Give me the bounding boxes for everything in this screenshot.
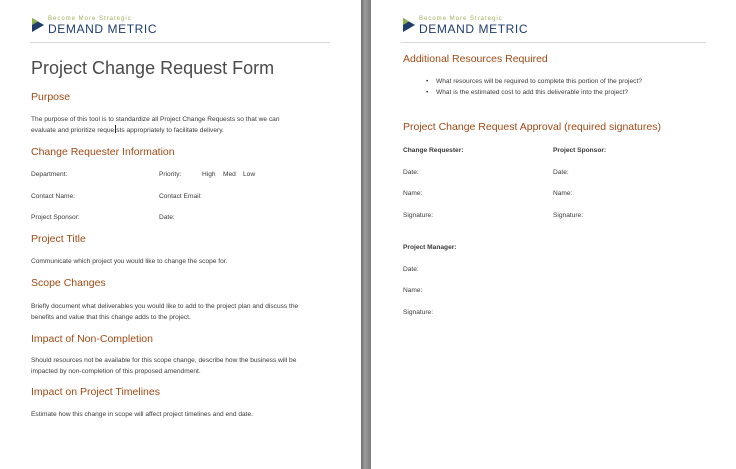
non-completion-line-2: impacted by non-completion of this proposed amendment. (31, 368, 201, 375)
priority-low-option[interactable]: Low (243, 171, 256, 178)
logo-mark-icon (403, 18, 415, 32)
brand-tagline: Become More Strategic (48, 16, 132, 22)
project-manager-label: Project Manager: (403, 244, 457, 251)
right-page (371, 0, 736, 469)
purpose-heading: Purpose (31, 91, 71, 103)
scope-changes-line-1: Briefly document what deliverables you would like to add to the project plan and discuss the (31, 303, 299, 310)
header-divider (401, 42, 706, 43)
brand-name: DEMAND METRIC (419, 22, 529, 36)
manager-signature-label: Signature: (403, 309, 434, 316)
scope-changes-line-2: benefits and value that this change adds to the project. (31, 314, 191, 321)
approval-heading: Project Change Request Approval (required signatures) (403, 121, 661, 133)
manager-date-label: Date: (403, 266, 419, 273)
manager-name-label: Name: (403, 287, 423, 294)
contact-name-label: Contact Name: (31, 193, 75, 200)
priority-high-option[interactable]: High (202, 171, 216, 178)
purpose-line-2a: evaluate and prioritize reque (31, 127, 115, 134)
sponsor-name-label: Name: (553, 190, 573, 197)
project-sponsor-label: Project Sponsor: (553, 147, 607, 154)
requester-name-label: Name: (403, 190, 423, 197)
logo-mark-icon (32, 18, 44, 32)
sponsor-signature-label: Signature: (553, 212, 584, 219)
priority-med-option[interactable]: Med (223, 171, 236, 178)
date-label: Date: (159, 214, 175, 221)
purpose-line-2 (31, 125, 224, 136)
sponsor-date-label: Date: (553, 169, 569, 176)
project-sponsor-label: Project Sponsor: (31, 214, 80, 221)
list-item: • What resources will be required to complete this portion of the project? (426, 76, 642, 87)
page-gutter (361, 0, 371, 469)
contact-email-label: Contact Email: (159, 193, 202, 200)
requester-date-label: Date: (403, 169, 419, 176)
timelines-heading: Impact on Project Timelines (31, 386, 160, 398)
priority-label: Priority: (159, 171, 182, 178)
purpose-line-2b: sts appropriately to facilitate delivery. (116, 127, 224, 134)
resources-heading: Additional Resources Required (403, 53, 548, 65)
timelines-text: Estimate how this change in scope will affect project timelines and end date. (31, 411, 253, 418)
resources-list (426, 76, 642, 98)
brand-name: DEMAND METRIC (48, 22, 158, 36)
list-item: • What is the estimated cost to add this deliverable into the project? (426, 87, 642, 98)
demand-metric-logo (32, 16, 157, 36)
project-title-text: Communicate which project you would like to change the scope for. (31, 258, 228, 265)
brand-tagline: Become More Strategic (419, 16, 503, 22)
non-completion-heading: Impact of Non-Completion (31, 333, 153, 345)
requester-heading: Change Requester Information (31, 146, 175, 158)
department-label: Department: (31, 171, 68, 178)
page-title: Project Change Request Form (31, 58, 275, 78)
left-page (0, 0, 361, 469)
header-divider (30, 42, 330, 43)
change-requester-label: Change Requester: (403, 147, 464, 154)
demand-metric-logo (403, 16, 528, 36)
project-title-heading: Project Title (31, 233, 86, 245)
non-completion-line-1: Should resources not be available for this scope change, describe how the business will be (31, 357, 297, 364)
scope-changes-heading: Scope Changes (31, 277, 106, 289)
requester-signature-label: Signature: (403, 212, 434, 219)
purpose-line-1: The purpose of this tool is to standardize all Project Change Requests so that we can (31, 116, 280, 123)
